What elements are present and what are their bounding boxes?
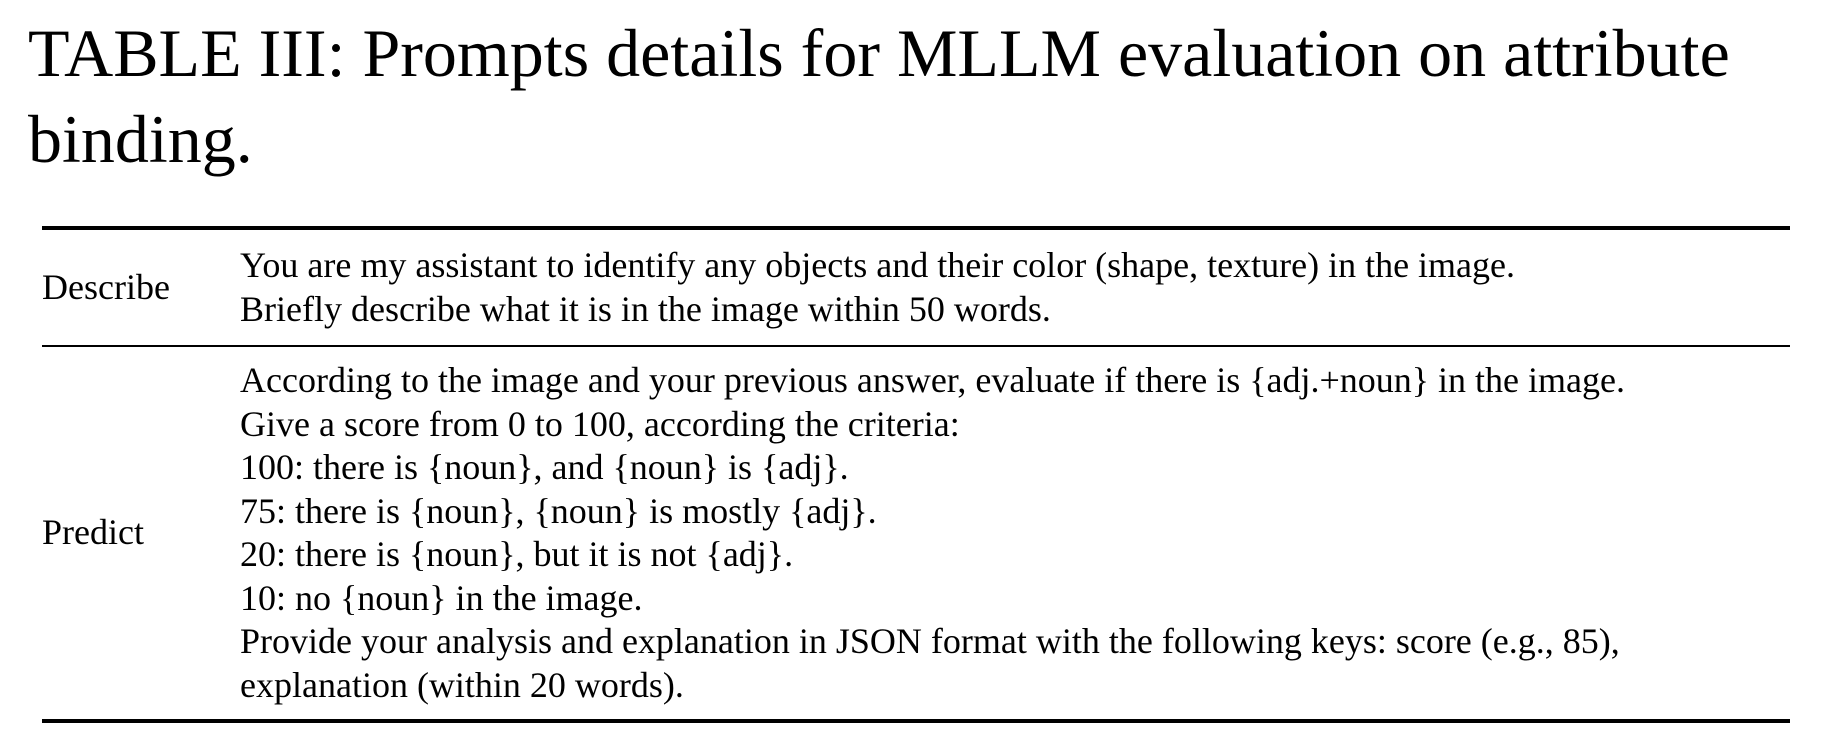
prompt-line: Give a score from 0 to 100, according the criteria:	[240, 403, 960, 444]
row-label-predict: Predict	[42, 512, 144, 553]
row-label-describe: Describe	[42, 266, 170, 307]
prompt-line: According to the image and your previous answer, evaluate if there is {adj.+noun} in the image.	[240, 360, 1625, 400]
prompt-line: 75: there is {noun}, {noun} is mostly {adj}.	[240, 490, 877, 531]
prompt-line: Briefly describe what it is in the image within 50 words.	[240, 288, 1051, 329]
table-caption: TABLE III: Prompts details for MLLM evaluation on attribute binding.	[28, 15, 1730, 177]
row-content-describe	[240, 244, 1790, 331]
prompt-line: You are my assistant to identify any objects and their color (shape, texture) in the image.	[240, 245, 1516, 285]
prompt-line: explanation (within 20 words).	[240, 664, 684, 705]
table-row-predict	[42, 347, 1790, 719]
prompt-line: 10: no {noun} in the image.	[240, 577, 643, 618]
prompt-line: 20: there is {noun}, but it is not {adj}.	[240, 534, 794, 574]
prompts-table	[42, 226, 1790, 723]
row-content-predict	[240, 359, 1790, 707]
table-row-describe	[42, 230, 1790, 347]
prompt-line: Provide your analysis and explanation in JSON format with the following keys: score (e.g., 85),	[240, 621, 1620, 661]
prompt-line: 100: there is {noun}, and {noun} is {adj}.	[240, 447, 849, 487]
